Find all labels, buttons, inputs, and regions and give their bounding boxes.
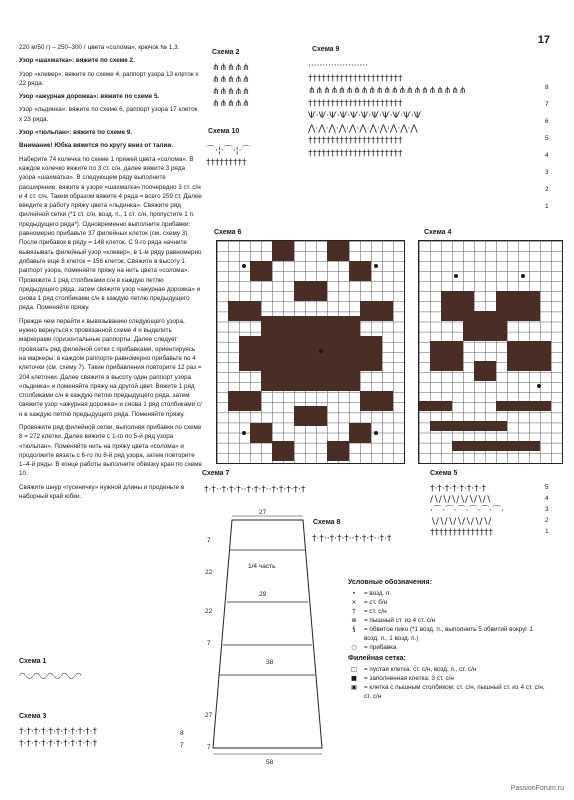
scheme-5-label: Схема 5 xyxy=(430,470,458,477)
s6-fill xyxy=(250,261,272,281)
s4-dot xyxy=(537,384,541,388)
s6-dot xyxy=(319,349,323,353)
s6-dot xyxy=(242,431,246,435)
s4-dot xyxy=(521,274,525,278)
para-pattern-9: Узор «тюльпан»: вяжите по схеме 9. xyxy=(19,129,133,137)
chain-stitch-icon: • xyxy=(352,590,356,597)
skirt-pattern-diagram xyxy=(210,510,340,765)
scheme-10-symbols-icon: ⌒·¦·⌒·¦·⌒ ††††††††† xyxy=(206,146,251,168)
scheme-10-label: Схема 10 xyxy=(208,128,240,135)
legend-item: § = обвитое пико (*1 возд. п., выполнить 5 обвитий вокруг 1 возд. п., 1 возд. п.) xyxy=(348,625,548,643)
para-pattern-4: Узор «клевер»: вяжите по схеме 4, раппорт узора 13 клеток х 22 ряда. xyxy=(19,70,199,87)
s6-fill xyxy=(327,336,382,371)
legend-item: • = возд. п. xyxy=(348,589,548,598)
s4-fill xyxy=(430,341,463,371)
scheme-6-grid xyxy=(216,240,405,464)
legend-item: ■ = заполненная клетка: 3 ст. с/н xyxy=(348,674,548,683)
legend-filet-title: Филейная сетка: xyxy=(348,655,406,662)
page-number: 17 xyxy=(537,34,550,46)
picot-icon: § xyxy=(352,626,356,633)
scheme-2-symbols-icon: ⋔⋔⋔⋔⋔ ⋔⋔⋔⋔⋔ ⋔⋔⋔⋔⋔ ⋔⋔⋔⋔⋔ xyxy=(212,63,250,109)
s6-dot xyxy=(374,431,378,435)
s6-fill xyxy=(360,301,393,321)
s6-dot xyxy=(374,264,378,268)
scheme-1-chain-icon: ◠◡◠◡◠◡◠◡◠ xyxy=(19,671,82,680)
scheme-8-symbols-icon: †·†··†·†·†··†·†·†··†·† xyxy=(312,534,392,544)
scheme-9-row-4: 4 xyxy=(545,152,549,159)
scheme-9-symbols-icon: ····················· ††††††††††††††††††††† ⋔⋔⋔⋔⋔⋔⋔⋔⋔⋔⋔⋔⋔⋔⋔⋔⋔⋔⋔⋔⋔ ††††††††††††††††††††† Ѱ·Ѱ·Ѱ·Ѱ·Ѱ·Ѱ·Ѱ·Ѱ·Ѱ·Ѱ·Ѱ ⋀·⋀·⋀·⋀·⋀·⋀·⋀·⋀·⋀·⋀·⋀ ††††††††††††††††††††† ††††††††††††††††††††† xyxy=(308,61,467,159)
scheme-6-label: Схема 6 xyxy=(214,229,242,236)
s6-fill xyxy=(228,301,261,321)
dim-height-22a: 22 xyxy=(205,569,213,576)
double-crochet-icon: † xyxy=(352,608,356,615)
scheme-9-row-1: 1 xyxy=(545,203,549,210)
s6-fill xyxy=(349,261,371,281)
s4-dot xyxy=(454,274,458,278)
scheme-9-row-2: 2 xyxy=(545,186,549,193)
scheme-9-row-3: 3 xyxy=(545,169,549,176)
para-main-3: Провяжите ряд филейной сетки, выполняя прибавки по схеме 8 = 272 клетки. Далее вяжите с 1-го по 5-й ряд узора «тюльпан». Поменяйте нить на пряжу цвета «солома» и продолжите вязать с 6-го по 8-й ряд узора, затем повторите 1–4-й ряды. В конце работы выполните обвязку края по схеме 10. xyxy=(19,423,203,478)
scheme-5-row-3: 3 xyxy=(545,506,549,513)
instructions-text xyxy=(19,43,202,505)
legend-item: □ = пустая клетка: ст. с/н, возд. п., ст. с/н xyxy=(348,665,548,674)
scheme-5-row-4: 4 xyxy=(545,495,549,502)
s6-fill xyxy=(272,241,294,261)
scheme-8-label: Схема 8 xyxy=(313,519,341,526)
dim-height-7b: 7 xyxy=(207,640,211,647)
scheme-5-row-1: 1 xyxy=(545,528,549,535)
legend-title: Условные обозначения: xyxy=(348,579,432,586)
dim-height-7c: 7 xyxy=(207,744,211,751)
scheme-9-row-7: 7 xyxy=(545,101,549,108)
s6-dot xyxy=(242,264,246,268)
para-main-1: Наберите 74 колечка по схеме 1 пряжей цвета «солома». В каждое колечко вяжите по 3 ст. с/н, далее вяжите 3 ряда узора «шахматка». В следующем ряду выполните расширение: вяжите в узоре «шахматка» поочередно 3 ст. с/н и 4 ст. с/н. Таким образом вяжите 4 ряда = всего 259 ст. Далее введите в работу пряжу цвета «льдинка». Свяжите ряд филейной сетки (*1 ст. с/н, возд. п., 1 ст. с/н, пропустите 1 п. предыдущего ряда*). Одновременно выполните прибавки: равномерно прибавьте 37 филейных клеток (см. схему 3). После прибавок в ряду = 148 клеток. С 9-го ряда начните вывязывать филейный узор «клевер», в 1-м ряду равномерно добавьте еще 8 клеток = 156 клеток. Свяжите в высоту 1 раппорт узора, поменяйте пряжу на нить цвета «солома». Провяжите 1 ряд столбиками с/н в каждую петлю предыдущего ряда, затем свяжите узор «ажурная дорожка» и снова 1 ряд столбиками с/н в каждую петлю предыдущего ряда. Поменяйте пряжу. xyxy=(19,155,202,312)
dim-height-7a: 7 xyxy=(207,537,211,544)
scheme-2-label: Схема 2 xyxy=(212,49,240,56)
s6-fill xyxy=(327,441,349,461)
para-attention: Внимание! Юбка вяжется по кругу вниз от талии. xyxy=(19,142,174,150)
scheme-3-label: Схема 3 xyxy=(19,713,47,720)
legend xyxy=(348,576,548,701)
empty-cell-icon: □ xyxy=(351,666,357,673)
scheme-4-grid xyxy=(418,240,563,464)
s6-fill xyxy=(360,391,393,411)
para-yarn: 220 м/50 г) – 250–300 г цвета «солома», крючок № 1,3. xyxy=(19,44,180,51)
filled-cell-icon: ■ xyxy=(351,675,357,682)
s6-fill xyxy=(327,241,349,261)
s4-fill xyxy=(507,341,551,371)
single-crochet-icon: × xyxy=(351,599,357,606)
scheme-4-label: Схема 4 xyxy=(424,229,452,236)
scheme-5-row-5: 5 xyxy=(545,484,549,491)
s6-fill xyxy=(294,406,327,426)
puff-stitch-icon: ⊕ xyxy=(351,617,357,624)
scheme-7-symbols-icon: †·†··†·†·†··†·†·†··†·†·†·†·† xyxy=(204,485,306,495)
s6-fill xyxy=(349,423,371,443)
para-main-4: Свяжите шнур «гусеничку» нужной длины и проденьте в наборный край юбки. xyxy=(19,483,185,501)
s6-fill xyxy=(272,441,294,461)
s4-fill xyxy=(463,311,507,341)
legend-item: ▣ = клетка с пышным столбиком: ст. с/н, пышный ст. из 4 ст. с/н, ст. с/н xyxy=(348,683,548,701)
dim-height-22b: 22 xyxy=(205,608,213,615)
dim-width-29: 29 xyxy=(259,591,267,598)
s6-fill xyxy=(228,391,261,411)
s4-fill xyxy=(419,401,452,411)
s4-fill xyxy=(452,441,540,451)
dim-height-27: 27 xyxy=(205,712,213,719)
legend-item: ○ = прибавка xyxy=(348,643,548,652)
s6-fill xyxy=(239,336,294,371)
para-pattern-2: Узор «шахматка»: вяжите по схеме 2. xyxy=(19,57,135,65)
dim-top-width: 27 xyxy=(259,509,267,516)
scheme-7-label: Схема 7 xyxy=(202,470,230,477)
legend-item: × = ст. б/н xyxy=(348,598,548,607)
scheme-1-label: Схема 1 xyxy=(19,658,47,665)
scheme-9-row-6: 6 xyxy=(545,118,549,125)
scheme-5-row-2: 2 xyxy=(545,517,549,524)
para-main-2: Прежде чем перейти к вывязыванию следующего узора, нужно вернуться к провязанной схеме 4 и выделить маркерами горизонтальные раппорты. Далее следует провязать ряд филейной сетки с прибавками, ориентируясь на маркеры: в каждом раппорте равномерно прибавьте по 4 клеточки (см. схему 7). Такие прибавления повторите 12 раз = 204 клеточки. Далее свяжите в высоту один раппорт узора «льдинка» и поменяйте пряжу на другой цвет. Вяжите 1 ряд столбиками с/н в каждую петлю предыдущего ряда, затем свяжите узор «ажурная дорожка» и снова 1 ряд столбиками с/н в каждую петлю предыдущего ряда. Поменяйте пряжу. xyxy=(19,317,202,418)
legend-item: † = ст. с/н xyxy=(348,607,548,616)
s4-fill xyxy=(474,361,496,381)
dim-width-38: 38 xyxy=(266,659,274,666)
s6-fill xyxy=(250,423,272,443)
s4-fill xyxy=(496,401,551,411)
scheme-9-label: Схема 9 xyxy=(312,46,340,53)
s6-fill xyxy=(261,371,360,391)
scheme-3-row-7: 7 xyxy=(180,742,184,749)
scheme-9-row-8: 8 xyxy=(545,84,549,91)
para-pattern-6: Узор «льдинка»: вяжите по схеме 6, раппорт узора 17 клеток х 23 ряда. xyxy=(19,106,198,123)
puff-cell-icon: ▣ xyxy=(351,684,357,691)
scheme-3-symbols2-icon: †·†·†·†·†·†·†·†·†·†·† xyxy=(19,739,98,749)
scheme-3-row-8: 8 xyxy=(180,730,184,737)
para-pattern-5: Узор «ажурная дорожка»: вяжите по схеме 5. xyxy=(19,93,160,101)
pattern-part-label: 1/4 часть xyxy=(248,563,276,570)
scheme-5-symbols-icon: †·†·†·†·†·†·†·† ∕∖∕∖∕∖∕∖∕∖∕∖∕∖ ·⌒·⌒·⌒·⌒·⌒·⌒· ∖∕∖∕∖∕∖∕∖∕∖∕∖∕ †††††††††††††† xyxy=(430,484,505,538)
s6-fill xyxy=(294,281,327,301)
watermark: PassionForum.ru xyxy=(510,785,564,792)
s4-fill xyxy=(430,421,507,431)
increase-icon: ○ xyxy=(351,644,357,651)
scheme-3-symbols-icon: †·†·†·†·†·†·†·†·†·†·† xyxy=(19,727,98,737)
dim-bottom-width: 58 xyxy=(266,759,274,766)
legend-item: ⊕ = пышный ст. из 4 ст. с/н xyxy=(348,616,548,625)
scheme-9-row-5: 5 xyxy=(545,135,549,142)
